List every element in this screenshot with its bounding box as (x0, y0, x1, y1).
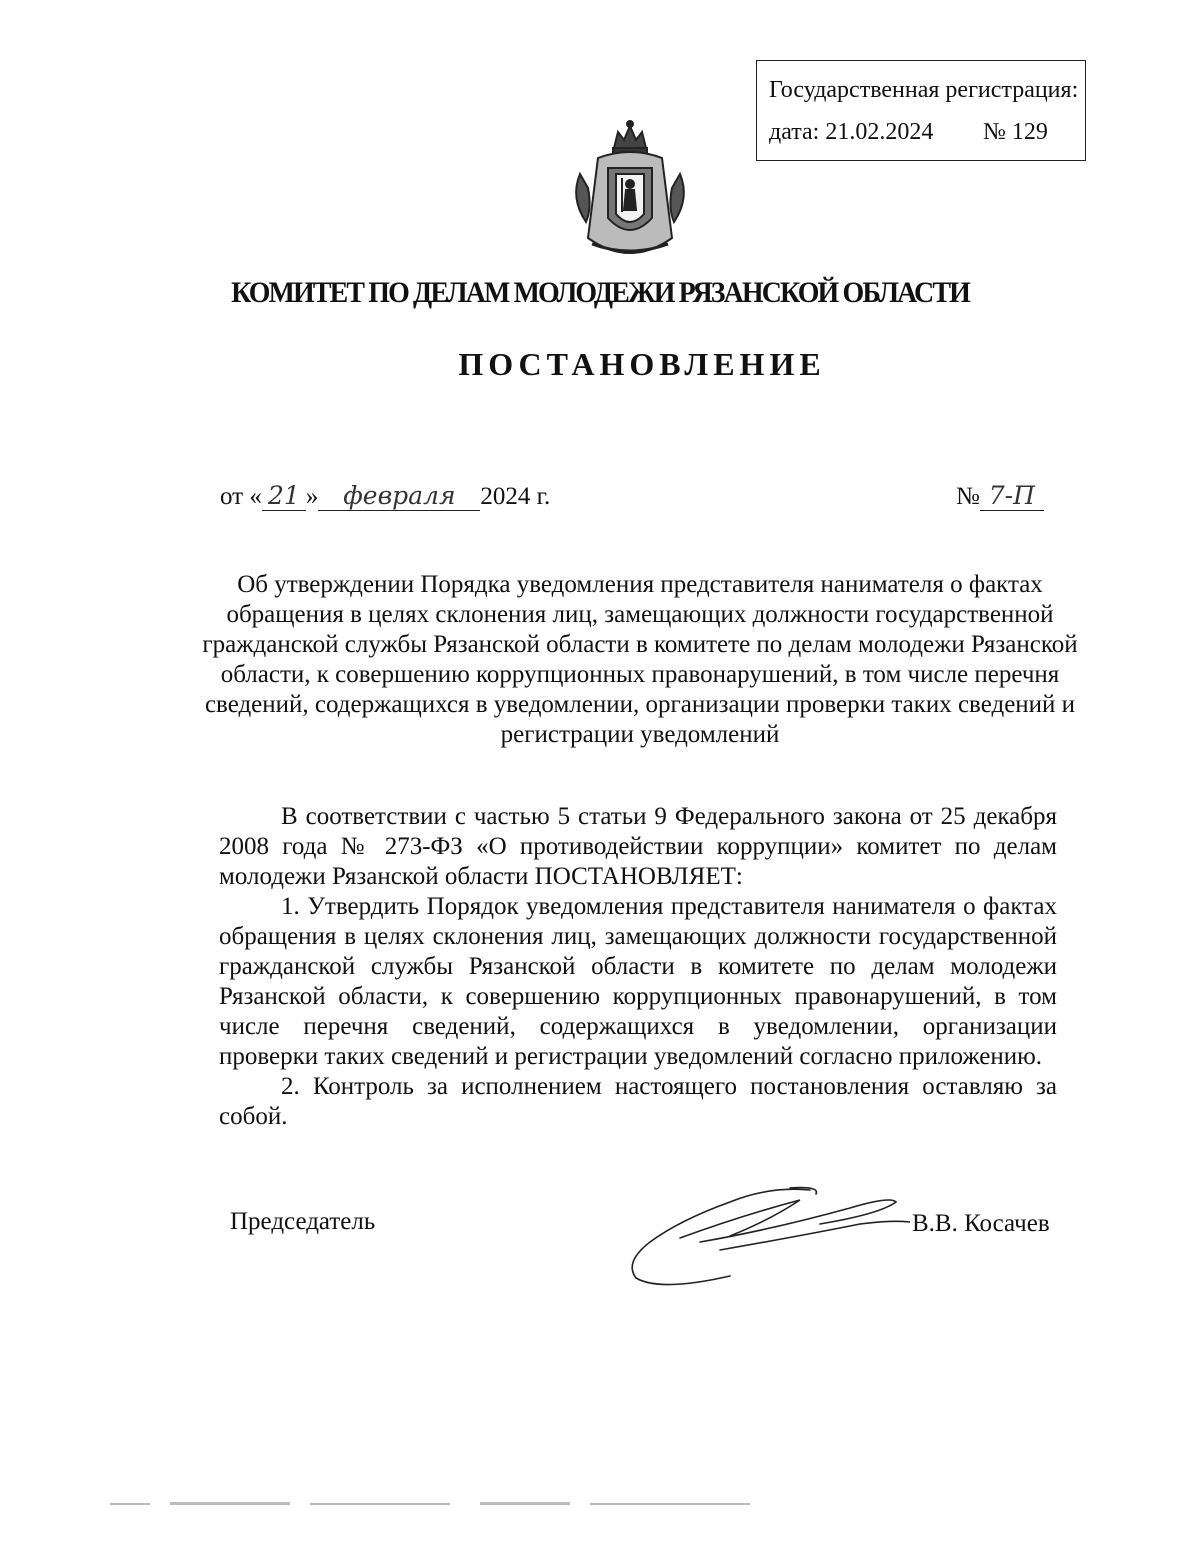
document-date (220, 482, 550, 511)
body-item-2: 2. Контроль за исполнением настоящего постановления оставляю за собой. (219, 1073, 1057, 1130)
registration-stamp-box (756, 60, 1086, 161)
date-year: 2024 г. (480, 483, 551, 510)
signatory-position: Председатель (230, 1208, 376, 1235)
registration-number: № 129 (983, 119, 1048, 145)
date-prefix: от « (220, 483, 262, 510)
date-month: февраля (318, 482, 480, 511)
document-number (956, 482, 1044, 511)
document-type-title: ПОСТАНОВЛЕНИЕ (458, 346, 826, 382)
registration-date: дата: 21.02.2024 (769, 119, 934, 145)
signatory-name: В.В. Косачев (912, 1210, 1050, 1237)
registration-title: Государственная регистрация: (769, 77, 1079, 103)
coat-of-arms-icon (568, 118, 692, 268)
document-body (219, 802, 1057, 1132)
document-subject: Об утверждении Порядка уведомления представителя нанимателя о фактах обращения в целях склонения лиц, замещающих должности государственной гражданской службы Рязанской области в комитете по делам молодежи Рязанской области, к совершению коррупционных правонарушений, в том числе перечня сведений, содержащихся в уведомлении, организации проверки таких сведений и регистрации уведомлений (202, 571, 1078, 748)
date-mid: » (305, 483, 319, 510)
scan-artifact-line (110, 1500, 810, 1508)
handwritten-signature-icon (620, 1180, 910, 1292)
number-prefix: № (956, 483, 980, 510)
date-day: 21 (262, 482, 306, 511)
body-item-1: 1. Утвердить Порядок уведомления представителя нанимателя о фактах обращения в целях склонения лиц, замещающих должности государственной гражданской службы Рязанской области в комитете по делам молодежи Рязанской области, к совершению коррупционных правонарушений, в том числе перечня сведений, содержащихся в уведомлении, организации проверки таких сведений и регистрации уведомлений согласно приложению. (219, 893, 1057, 1070)
organization-title: КОМИТЕТ ПО ДЕЛАМ МОЛОДЕЖИ РЯЗАНСКОЙ ОБЛАСТИ (231, 276, 969, 309)
number-value: 7-П (980, 482, 1044, 511)
body-preamble: В соответствии с частью 5 статьи 9 Федерального закона от 25 декабря 2008 года № 273-ФЗ «О противодействии коррупции» комитет по делам молодежи Рязанской области ПОСТАНОВЛЯЕТ: (219, 803, 1057, 890)
